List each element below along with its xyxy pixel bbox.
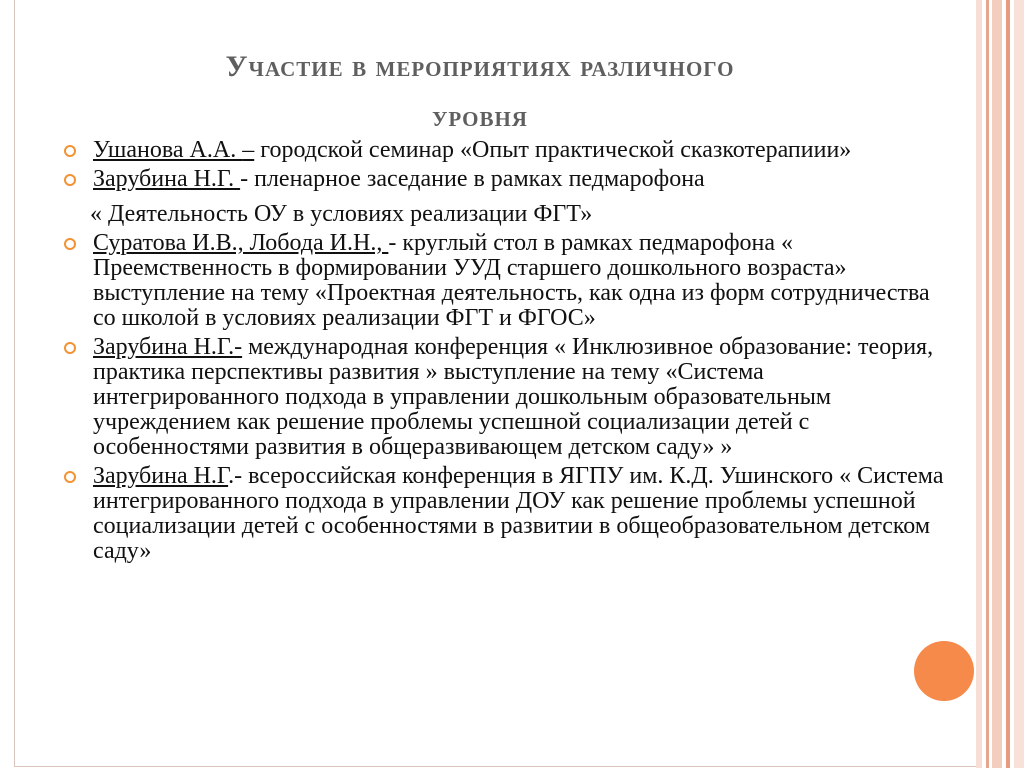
list-item <box>64 167 944 227</box>
participant-name: Зарубина Н.Г <box>93 463 229 489</box>
participant-name: Зарубина Н.Г. <box>93 166 241 192</box>
stripe <box>976 0 982 768</box>
participant-name: Суратова И.В., Лобода И.Н., <box>93 230 389 256</box>
participant-name: Ушанова А.А. <box>93 137 243 163</box>
list-item <box>64 335 944 460</box>
list-item <box>64 464 944 564</box>
separator: - <box>240 166 249 192</box>
stripe <box>992 0 1002 768</box>
decorative-orange-circle <box>914 641 974 701</box>
bullet-circle-icon <box>64 174 76 186</box>
slide-title <box>70 42 890 142</box>
slide-title-line-2: уровня <box>432 100 528 133</box>
event-description: круглый стол в рамках педмарофона « Преемственность в формировании УУД старшего дошкольного возраста» выступление на тему «Проектная деятельность, как одна из форм сотрудничества со школой в условиях реализации ФГТ и ФГОС» <box>93 230 930 331</box>
decorative-stripes <box>976 0 1024 768</box>
slide-title-line-1: Участие в мероприятиях различного <box>225 50 735 83</box>
participant-name: Зарубина Н.Г.- <box>93 334 243 360</box>
bullet-circle-icon <box>64 471 76 483</box>
stripe <box>1006 0 1010 768</box>
list-item <box>64 231 944 331</box>
event-description: городской семинар «Опыт практической сказкотерапиии» <box>254 137 852 163</box>
event-description-continuation: « Деятельность ОУ в условиях реализации ФГТ» <box>90 201 593 227</box>
bullet-circle-icon <box>64 145 76 157</box>
bullet-circle-icon <box>64 238 76 250</box>
bullet-list <box>64 138 944 568</box>
event-description: пленарное заседание в рамках педмарофона <box>248 166 705 192</box>
list-item <box>64 138 944 163</box>
event-description: международная конференция « Инклюзивное образование: теория, практика перспективы развития » выступление на тему «Система интегрированного подхода в управлении дошкольным образовательным учреждением как решение проблемы успешной социализации детей с особенностями развития в общеразвивающем детском саду» » <box>93 334 934 460</box>
stripe <box>1014 0 1024 768</box>
stripe <box>986 0 989 768</box>
bullet-circle-icon <box>64 342 76 354</box>
separator: - <box>388 230 397 256</box>
event-description: .- всероссийская конференция в ЯГПУ им. К.Д. Ушинского « Система интегрированного подхода в управлении ДОУ как решение проблемы успешной социализации детей с особенностями в развитии в общеобразовательном детском саду» <box>93 463 944 564</box>
separator: – <box>242 137 255 163</box>
